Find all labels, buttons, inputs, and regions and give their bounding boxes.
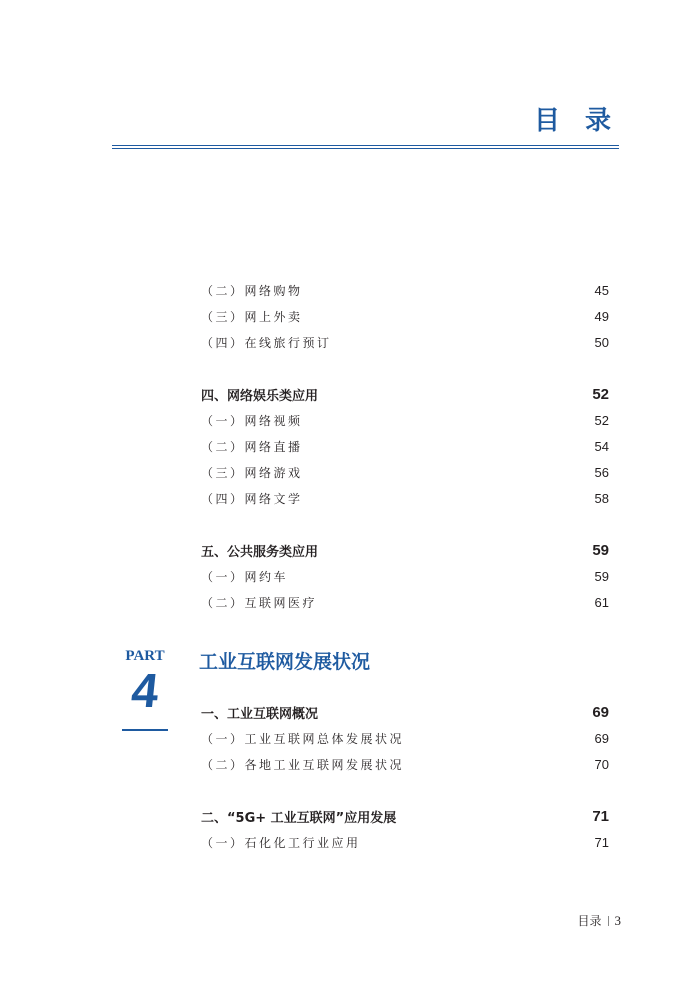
toc-entry-page: 45 (594, 282, 609, 298)
page-title: 目 录 (533, 106, 619, 136)
toc-entry-page: 49 (594, 308, 609, 324)
toc-entry-label: （三）网上外卖 (201, 309, 303, 324)
toc-section-page: 71 (592, 807, 609, 825)
toc-entry-label: （三）网络游戏 (201, 465, 303, 480)
page-footer (577, 912, 621, 929)
toc-entry-label: （一）工业互联网总体发展状况 (201, 731, 405, 746)
toc-entry-page: 58 (594, 490, 609, 506)
toc-entry[interactable] (201, 487, 609, 509)
toc-section-label: 一、工业互联网概况 (201, 706, 319, 722)
toc-entry-page: 71 (594, 834, 609, 850)
toc-entry-label: （四）在线旅行预订 (201, 335, 332, 350)
toc-entry[interactable] (201, 591, 609, 613)
toc-section-page: 52 (592, 385, 609, 403)
toc-entry[interactable] (201, 753, 609, 775)
toc-entry[interactable] (201, 565, 609, 587)
toc-section-label: 五、公共服务类应用 (201, 544, 319, 560)
toc-entry-label: （二）网络购物 (201, 283, 303, 298)
footer-label: 目录 (577, 914, 602, 928)
toc-entry[interactable] (201, 435, 609, 457)
toc-entry-label: （二）各地工业互联网发展状况 (201, 757, 405, 772)
toc-entry[interactable] (201, 331, 609, 353)
toc-entry-page: 54 (594, 438, 609, 454)
toc-entry-page: 70 (594, 756, 609, 772)
toc-entry-page: 56 (594, 464, 609, 480)
toc-entry-label: （一）网约车 (201, 569, 289, 584)
toc-entry-page: 52 (594, 412, 609, 428)
toc-section-heading[interactable] (201, 383, 609, 405)
toc-section-heading[interactable] (201, 701, 609, 723)
footer-page-number: 3 (614, 912, 621, 928)
toc-entry[interactable] (201, 305, 609, 327)
toc-entry[interactable] (201, 831, 609, 853)
toc-entry-page: 61 (594, 594, 609, 610)
toc-section-heading[interactable] (201, 539, 609, 561)
part-label: PART (125, 648, 165, 664)
part-rule (122, 729, 168, 731)
part-number: 4 (128, 665, 162, 718)
toc-entry-page: 69 (594, 730, 609, 746)
toc-entry-page: 59 (594, 568, 609, 584)
toc-entry-label: （二）互联网医疗 (201, 595, 318, 610)
toc-section-page: 69 (592, 703, 609, 721)
header-rule-secondary (112, 148, 619, 149)
toc-section-label: 二、“5G+ 工业互联网”应用发展 (201, 810, 397, 826)
toc-entry[interactable] (201, 279, 609, 301)
toc-entry[interactable] (201, 727, 609, 749)
toc-section-page: 59 (592, 541, 609, 559)
header-rule (112, 145, 619, 146)
toc-entry-page: 50 (594, 334, 609, 350)
footer-divider (608, 916, 609, 926)
toc-section-label: 四、网络娱乐类应用 (201, 388, 319, 404)
toc-entry[interactable] (201, 409, 609, 431)
toc-entry-label: （一）网络视频 (201, 413, 303, 428)
toc-entry-label: （二）网络直播 (201, 439, 303, 454)
toc-section-heading[interactable] (201, 805, 609, 827)
part-title[interactable]: 工业互联网发展状况 (199, 651, 371, 673)
toc-entry-label: （一）石化化工行业应用 (201, 835, 361, 850)
toc-entry-label: （四）网络文学 (201, 491, 303, 506)
toc-entry[interactable] (201, 461, 609, 483)
